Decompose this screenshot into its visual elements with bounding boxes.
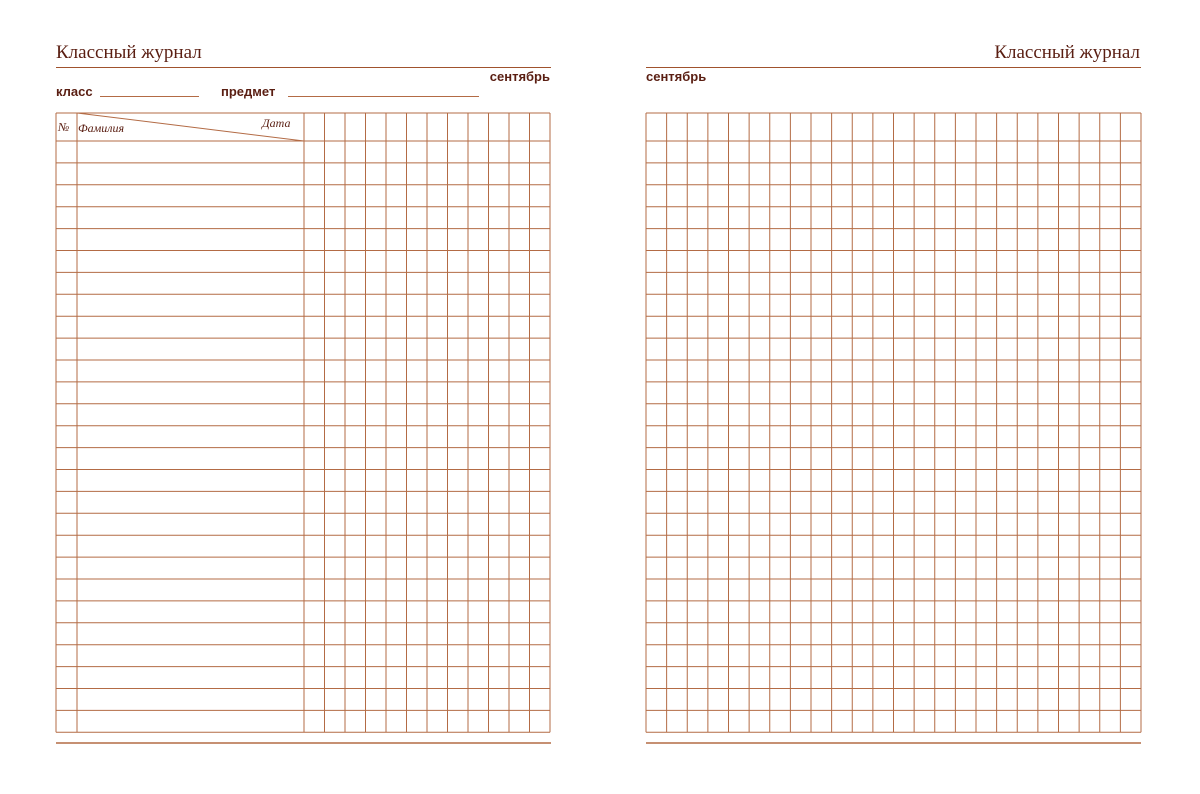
left-page-title: Классный журнал xyxy=(56,42,202,63)
left-month-label: сентябрь xyxy=(489,69,550,84)
right-month-label: сентябрь xyxy=(646,69,707,84)
right-page-title: Классный журнал xyxy=(994,42,1140,63)
surname-column-header: Фамилия xyxy=(78,121,125,135)
class-label: класс xyxy=(56,84,93,99)
number-column-header: № xyxy=(58,120,70,134)
subject-label: предмет xyxy=(221,84,276,99)
date-column-header: Дата xyxy=(262,116,291,130)
